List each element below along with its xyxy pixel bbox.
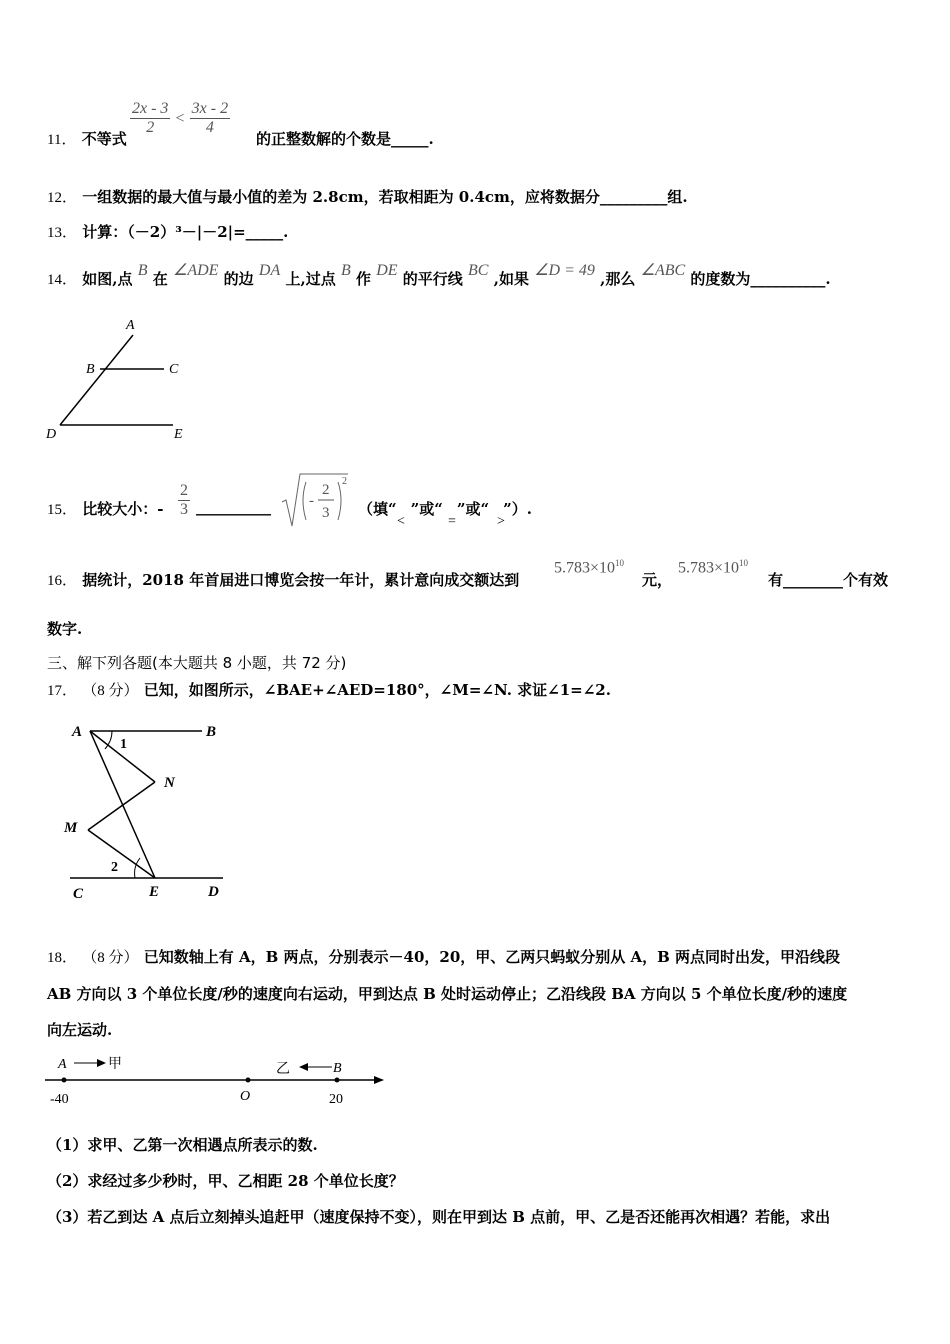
q11-fraction-right — [190, 100, 230, 137]
q14-angle-ade: ∠ADE — [172, 262, 219, 279]
q14-t9: 的度数为__________. — [690, 270, 831, 288]
q14-t8: ,那么 — [600, 270, 636, 288]
q15-symbol-lt: < — [397, 514, 405, 529]
q14-t3: 的边 — [223, 270, 254, 288]
q18-number-line-figure — [40, 1052, 390, 1110]
q14-segment-da: DA — [258, 262, 281, 279]
q14-t2: 在 — [152, 270, 168, 288]
q15-t5: ”）. — [503, 500, 533, 518]
q11-frac1-denominator: 2 — [146, 119, 155, 136]
q15-number: 15． — [47, 502, 78, 518]
q18-line3: 向左运动. — [47, 1021, 113, 1039]
q17-label-2: 2 — [111, 860, 118, 875]
q14-segment-de: DE — [376, 262, 398, 279]
q14-point-b2: B — [340, 262, 351, 279]
q11-inequality — [130, 100, 230, 137]
q15-blank: __________ — [196, 498, 271, 516]
q15-left-paren — [303, 482, 306, 520]
q13-text: 计算：（－2）³－|－2|=_____. — [82, 223, 289, 241]
q15-frac-numerator: 2 — [180, 482, 188, 499]
q17-points: （8 分） — [82, 683, 139, 699]
q12-number: 12． — [47, 190, 78, 206]
q18-tick-minus40: -40 — [50, 1092, 69, 1107]
q15-t4: ”或“ — [456, 500, 490, 518]
q14-number: 14． — [47, 272, 78, 288]
q14-line — [47, 262, 831, 289]
q14-label-a: A — [126, 318, 135, 333]
q14-segment-bc: BC — [468, 262, 489, 279]
q15-fraction — [178, 482, 190, 519]
q17-segment-nm — [88, 782, 155, 830]
q18-line2: AB 方向以 3 个单位长度/秒的速度向右运动，甲到达点 B 处时运动停止；乙沿线段 BA 方向以 5 个单位长度/秒的速度 — [47, 985, 848, 1003]
q14-t6: 的平行线 — [402, 270, 463, 288]
q17-label-m: M — [64, 820, 78, 836]
q14-label-e: E — [174, 427, 183, 442]
q16-amount-2-mantissa: 5.783×10 — [678, 559, 740, 577]
q15-line — [47, 498, 163, 519]
q11-frac1-numerator: 2x - 3 — [132, 100, 169, 117]
q11-fraction-left — [130, 100, 170, 137]
q12-text: 一组数据的最大值与最小值的差为 2.8cm，若取相距为 0.4cm，应将数据分_________组. — [82, 188, 688, 206]
q15-minus: - — [309, 493, 314, 509]
q18-sub3: （3）若乙到达 A 点后立刻掉头追赶甲（速度保持不变），则在甲到达 B 点前，甲、乙是否还能再次相遇？若能，求出 — [47, 1208, 831, 1226]
q16-amount-1-mantissa: 5.783×10 — [554, 559, 616, 577]
q17-text: 已知，如图所示，∠BAE+∠AED=180°，∠M=∠N. 求证∠1=∠2. — [143, 681, 611, 699]
q14-angle-d: ∠D = 49 — [534, 262, 595, 279]
q18-line1 — [47, 946, 840, 967]
q15-frac-denominator: 3 — [180, 501, 188, 518]
q18-tick-20: 20 — [329, 1092, 343, 1107]
q17-label-e: E — [149, 884, 160, 900]
q17-figure — [60, 715, 240, 907]
q15-t3: ”或“ — [410, 500, 443, 518]
q16-t1: 据统计，2018 年首届进口博览会按一年计，累计意向成交额达到 — [82, 571, 520, 589]
q14-figure — [40, 312, 200, 447]
q16-amount-1-exponent: 10 — [615, 558, 625, 568]
q14-t4: 上,过点 — [285, 270, 336, 288]
q18-label-jia: 甲 — [108, 1056, 122, 1072]
q17-label-n: N — [164, 775, 175, 791]
q18-label-yi: 乙 — [276, 1061, 290, 1077]
q16-number: 16． — [47, 573, 78, 589]
q11-number: 11． — [47, 132, 77, 148]
q17-label-1: 1 — [120, 737, 127, 752]
q17-angle-2-arc — [135, 858, 140, 878]
q11-suffix: 的正整数解的个数是_____. — [256, 130, 434, 148]
q15-symbol-eq: = — [448, 514, 456, 529]
q18-sub2: （2）求经过多少秒时，甲、乙相距 28 个单位长度？ — [47, 1172, 404, 1190]
q11-frac2-denominator: 4 — [205, 119, 214, 136]
q17-label-c: C — [73, 886, 84, 902]
q14-t5: 作 — [355, 270, 371, 288]
q18-label-a: A — [58, 1057, 67, 1072]
q15-t2: （填“ — [358, 500, 397, 518]
q16-t2: 元， — [642, 571, 673, 589]
q11-line — [47, 128, 127, 149]
q16-amount-1 — [554, 558, 624, 577]
q14-t1: 如图,点 — [82, 270, 133, 288]
q18-point-b — [335, 1078, 340, 1083]
q18-point-o — [246, 1078, 251, 1083]
q12-line — [47, 186, 688, 207]
q18-arrow-jia-head — [97, 1059, 106, 1067]
q18-line1-text: 已知数轴上有 A，B 两点，分别表示－40，20，甲、乙两只蚂蚁分别从 A，B 两点同时出发，甲沿线段 — [143, 948, 841, 966]
q14-angle-abc: ∠ABC — [640, 262, 686, 279]
q17-segment-ae — [90, 731, 155, 878]
q17-label-a: A — [72, 724, 83, 740]
q18-number: 18． — [47, 950, 78, 966]
q18-points: （8 分） — [82, 950, 139, 966]
q17-line — [47, 679, 611, 700]
q18-sub1: （1）求甲、乙第一次相遇点所表示的数. — [47, 1136, 318, 1154]
q16-amount-2-exponent: 10 — [739, 558, 749, 568]
q18-point-a — [62, 1078, 67, 1083]
q18-tick-origin: O — [240, 1089, 251, 1104]
q15-inner-denominator: 3 — [322, 505, 330, 521]
q18-arrow-yi-head — [299, 1063, 308, 1071]
q11-less-than: < — [175, 110, 185, 127]
q17-label-d: D — [208, 884, 219, 900]
q15-inner-numerator: 2 — [322, 482, 330, 498]
q11-prefix: 不等式 — [81, 130, 127, 148]
q16-amount-2 — [678, 558, 748, 577]
q14-t7: ,如果 — [493, 270, 529, 288]
section-3-title: 三、解下列各题(本大题共 8 小题，共 72 分) — [47, 654, 347, 672]
q16-t3: 有________个有效 — [768, 571, 889, 589]
q14-label-c: C — [169, 362, 179, 377]
q15-t1: 比较大小：- — [82, 500, 164, 518]
q14-line-da — [60, 335, 133, 425]
q15-fill-hint — [358, 498, 532, 519]
q15-exponent: 2 — [342, 476, 347, 487]
q14-label-d: D — [46, 427, 57, 442]
q17-number: 17． — [47, 683, 78, 699]
q13-line — [47, 221, 288, 242]
q16-line — [47, 569, 519, 590]
q18-axis-arrowhead — [374, 1076, 384, 1084]
q15-right-paren — [338, 482, 341, 520]
q13-number: 13． — [47, 225, 78, 241]
q16-t4: 数字. — [47, 620, 83, 638]
q18-label-b: B — [333, 1061, 342, 1076]
q11-frac2-numerator: 3x - 2 — [191, 100, 229, 117]
q14-point-b: B — [137, 262, 148, 279]
q15-symbol-gt: > — [497, 514, 505, 529]
q15-sqrt-expression — [280, 472, 352, 530]
q14-label-b: B — [86, 362, 95, 377]
q17-label-b: B — [206, 724, 217, 740]
